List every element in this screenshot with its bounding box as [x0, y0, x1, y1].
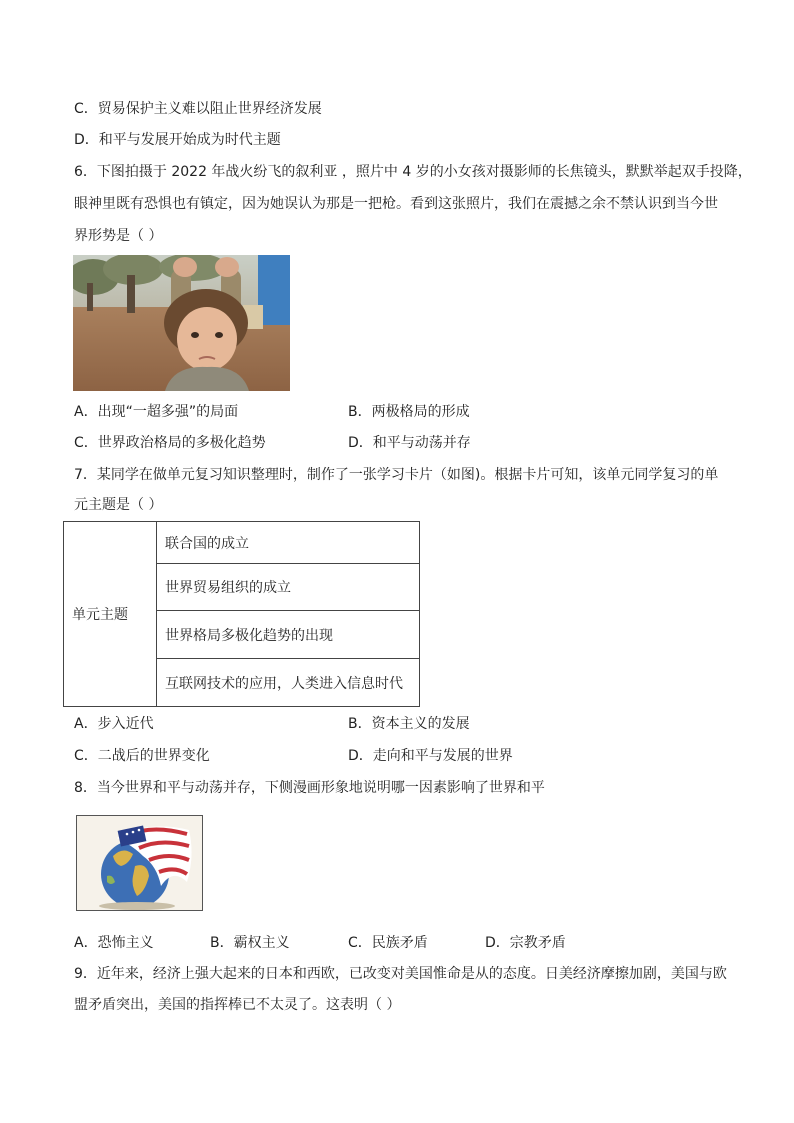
q9-stem-line-2: 盟矛盾突出，美国的指挥棒已不太灵了。这表明（ ）: [74, 997, 401, 1013]
q6-stem-line-1: 6．下图拍摄于 2022 年战火纷飞的叙利亚 ，照片中 4 岁的小女孩对摄影师的长焦镜头，默默举起双手投降，: [74, 164, 752, 180]
q8-option-a: A．恐怖主义: [74, 935, 154, 951]
q6-stem-line-3: 界形势是（ ）: [74, 228, 163, 244]
q9-stem-line-1: 9．近年来，经济上强大起来的日本和西欧，已改变对美国惟命是从的态度。日美经济摩擦加剧，美国与欧: [74, 966, 727, 982]
q6-option-b: B．两极格局的形成: [348, 404, 470, 420]
q5-option-d: D．和平与发展开始成为时代主题: [74, 132, 281, 148]
q6-photo: [73, 255, 290, 391]
q6-option-a: A．出现“一超多强”的局面: [74, 404, 239, 420]
q8-stem-line-1: 8．当今世界和平与动荡并存，下侧漫画形象地说明哪一因素影响了世界和平: [74, 780, 545, 796]
card-item-1: 联合国的成立: [157, 522, 420, 564]
card-head-cell: [64, 522, 157, 707]
q7-stem-line-2: 元主题是（ ）: [74, 497, 163, 513]
study-card-table: [63, 521, 420, 707]
q8-option-c: C．民族矛盾: [348, 935, 428, 951]
q8-option-b: B．霸权主义: [210, 935, 290, 951]
card-item-4: 互联网技术的应用，人类进入信息时代: [157, 659, 420, 707]
q7-stem-line-1: 7．某同学在做单元复习知识整理时，制作了一张学习卡片（如图)。根据卡片可知，该单元同学复习的单: [74, 467, 719, 483]
q8-cartoon-image: [76, 815, 203, 911]
card-item-3: 世界格局多极化趋势的出现: [157, 611, 420, 659]
q7-option-c: C．二战后的世界变化: [74, 748, 210, 764]
q6-option-c: C．世界政治格局的多极化趋势: [74, 435, 266, 451]
q7-option-b: B．资本主义的发展: [348, 716, 470, 732]
q6-option-d: D．和平与动荡并存: [348, 435, 471, 451]
q7-option-d: D．走向和平与发展的世界: [348, 748, 513, 764]
q6-stem-line-2: 眼神里既有恐惧也有镇定，因为她误认为那是一把枪。看到这张照片，我们在震撼之余不禁认识到当今世: [74, 196, 718, 212]
q7-option-a: A．步入近代: [74, 716, 154, 732]
card-head-label: 单元主题: [72, 607, 128, 623]
q8-option-d: D．宗教矛盾: [485, 935, 566, 951]
q5-option-c: C．贸易保护主义难以阻止世界经济发展: [74, 101, 322, 117]
card-item-2: 世界贸易组织的成立: [157, 564, 420, 611]
